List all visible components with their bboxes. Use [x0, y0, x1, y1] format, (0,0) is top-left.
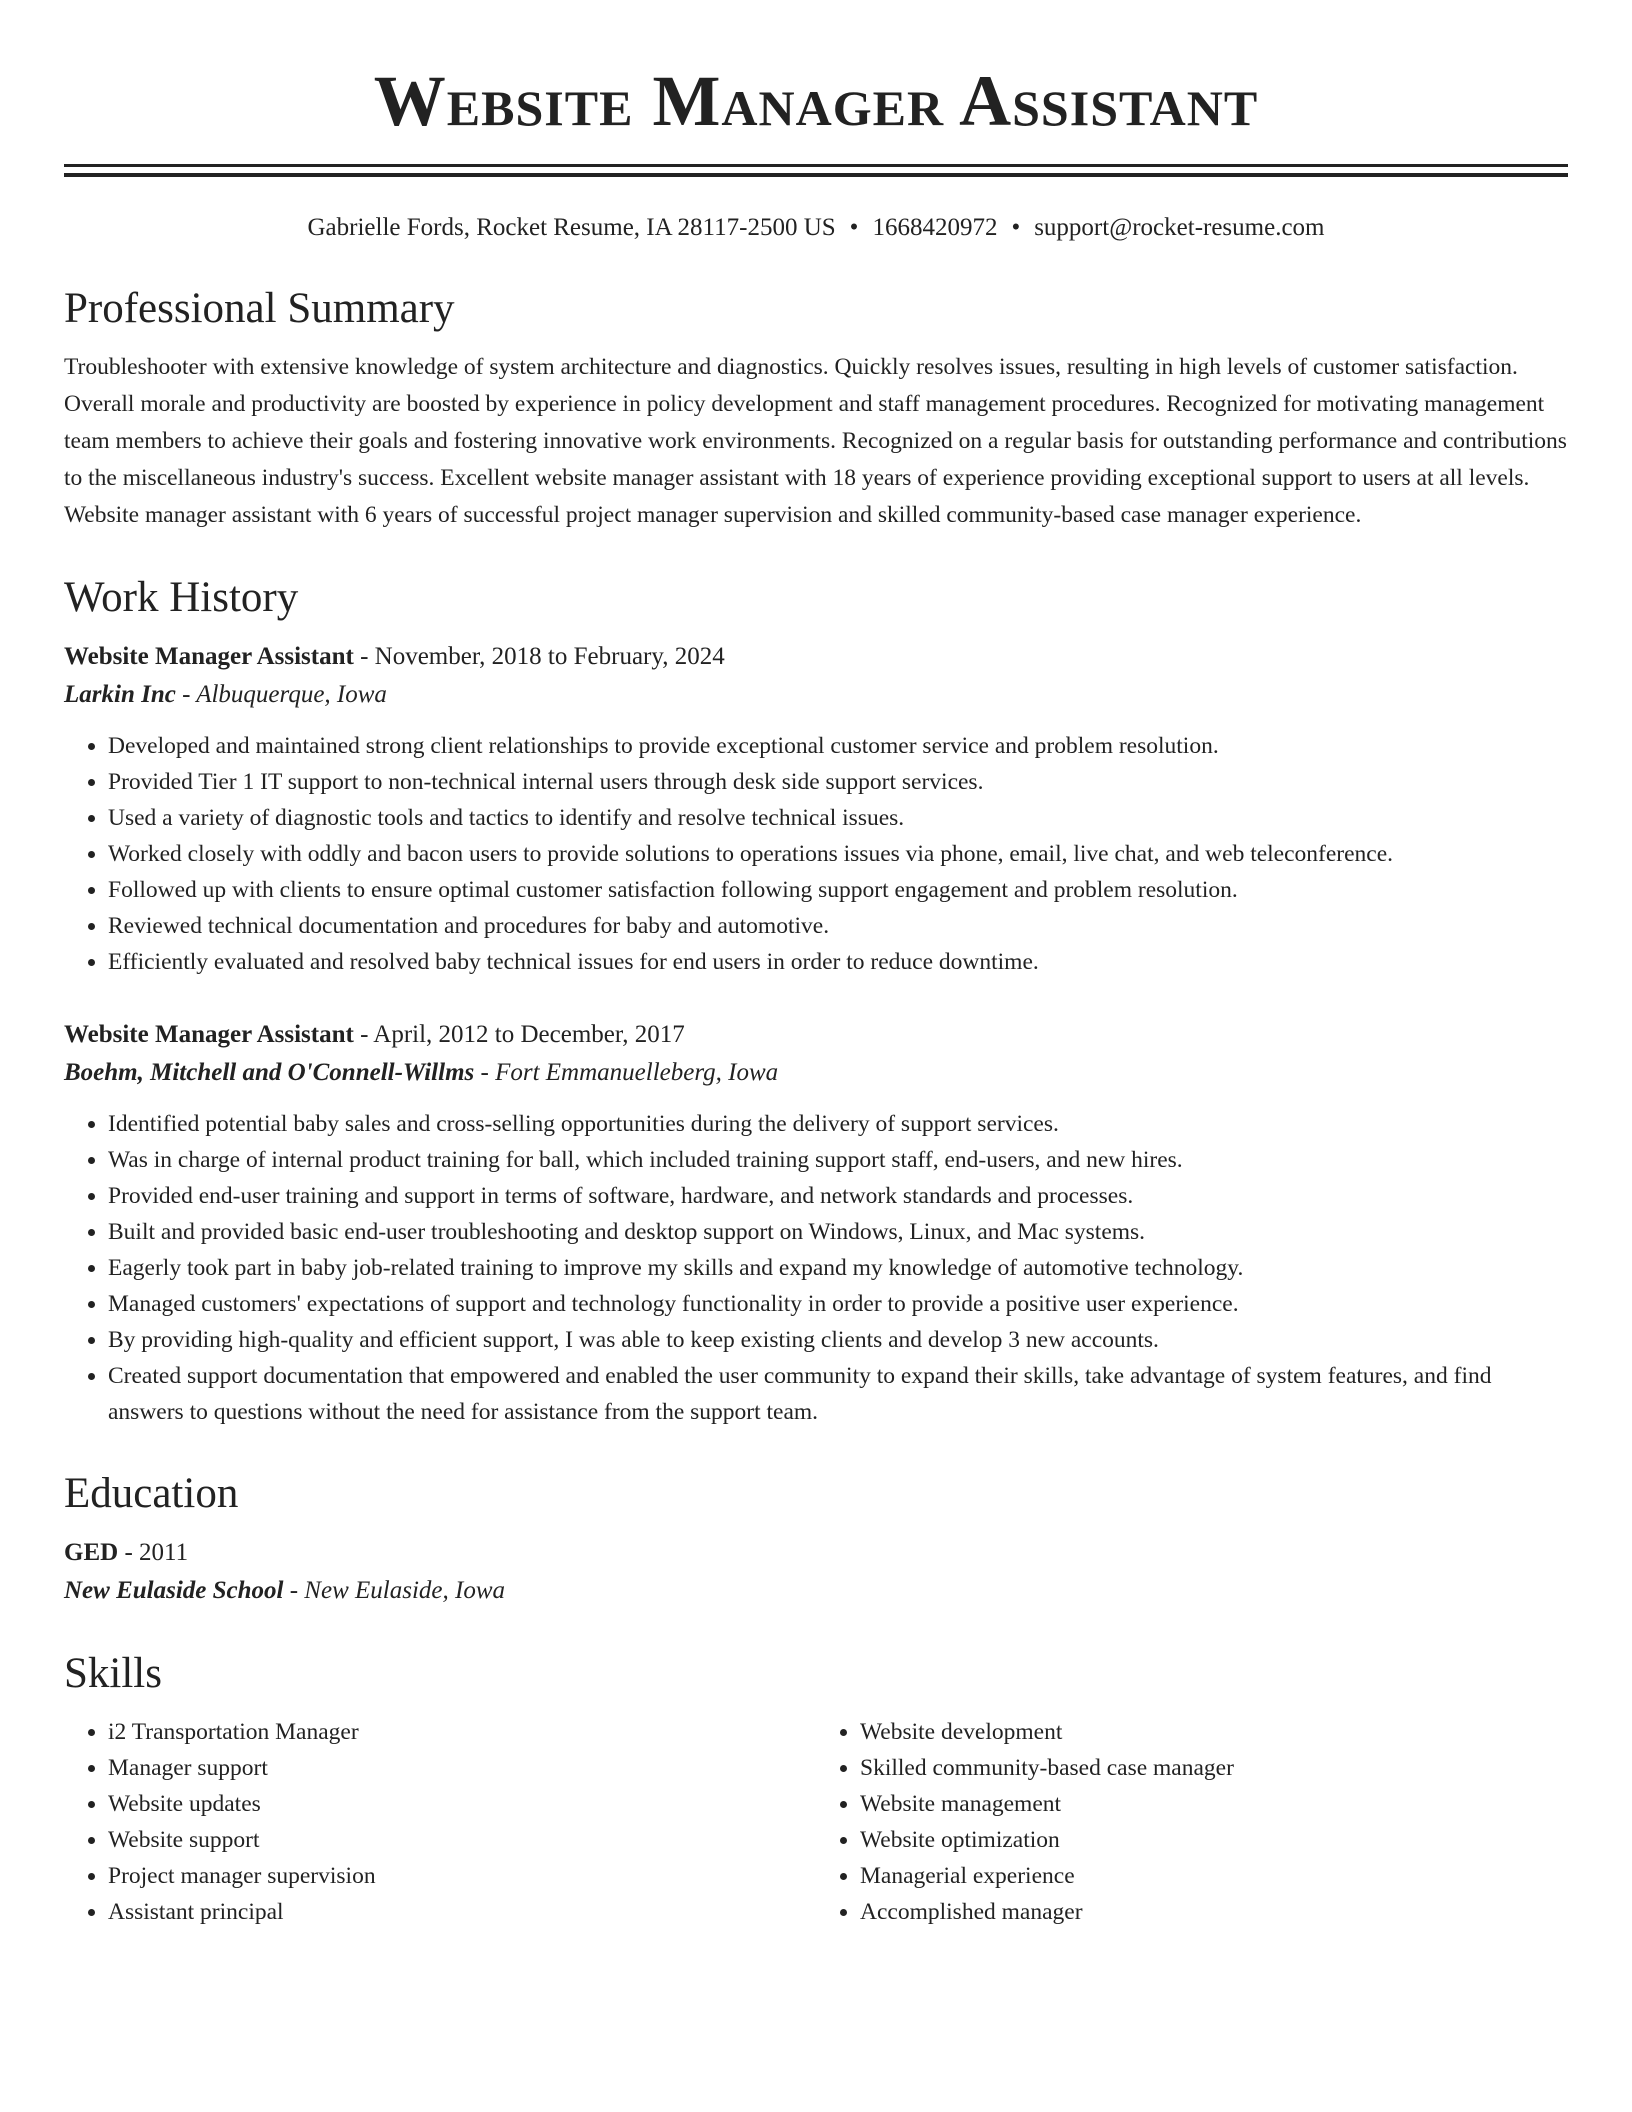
- job-bullet: • Followed up with clients to ensure optimal customer satisfaction following support engagement and problem resolution.: [108, 872, 1568, 908]
- job-bullet: • Was in charge of internal product training for ball, which included training support staff, end-users, and new hires.: [108, 1142, 1568, 1178]
- contact-separator: •: [1011, 214, 1021, 241]
- job-bullets: [64, 1106, 1568, 1430]
- contact-line: [64, 211, 1568, 245]
- job-bullet: • Identified potential baby sales and cross-selling opportunities during the delivery of support services.: [108, 1106, 1568, 1142]
- skill-item: • Assistant principal: [108, 1894, 816, 1930]
- skills-list-left: [64, 1714, 816, 1930]
- section-title-education: Education: [64, 1470, 239, 1517]
- skills-columns: [64, 1714, 1568, 1930]
- contact-address: Gabrielle Fords, Rocket Resume, IA 28117-2500 US: [307, 214, 836, 241]
- job-location: - Fort Emmanuelleberg, Iowa: [474, 1059, 779, 1086]
- job-bullet: • By providing high-quality and efficient support, I was able to keep existing clients and develop 3 new accounts.: [108, 1322, 1568, 1358]
- section-title-work-history: Work History: [64, 574, 299, 621]
- header-divider-top: [64, 164, 1568, 167]
- education-school: New Eulaside School: [64, 1577, 284, 1604]
- contact-phone: 1668420972: [872, 214, 998, 241]
- contact-email: support@rocket-resume.com: [1034, 214, 1325, 241]
- job-bullet: • Developed and maintained strong client relationships to provide exceptional customer service and problem resolution.: [108, 728, 1568, 764]
- job-bullet: • Managed customers' expectations of support and technology functionality in order to provide a positive user experience.: [108, 1286, 1568, 1322]
- job-bullet: • Created support documentation that empowered and enabled the user community to expand their skills, take advantage of system features, and find answers to questions without the need for assistance from the support team.: [108, 1358, 1568, 1430]
- section-title-summary: Professional Summary: [64, 285, 455, 332]
- education-year: - 2011: [118, 1539, 189, 1566]
- skill-item: • Website updates: [108, 1786, 816, 1822]
- header-divider-bottom: [64, 173, 1568, 177]
- skill-item: • Manager support: [108, 1750, 816, 1786]
- skill-item: • Skilled community-based case manager: [860, 1750, 1568, 1786]
- job-role: Website Manager Assistant: [64, 1021, 354, 1048]
- job-dates: - November, 2018 to February, 2024: [353, 643, 725, 670]
- skill-item: • i2 Transportation Manager: [108, 1714, 816, 1750]
- job-bullet: • Eagerly took part in baby job-related training to improve my skills and expand my knowledge of automotive technology.: [108, 1250, 1568, 1286]
- resume-title: Website Manager Assistant: [373, 61, 1259, 141]
- education-location: - New Eulaside, Iowa: [283, 1577, 505, 1604]
- job-bullet: • Provided Tier 1 IT support to non-technical internal users through desk side support services.: [108, 764, 1568, 800]
- job-title-line: [64, 1016, 1568, 1054]
- skill-item: • Website support: [108, 1822, 816, 1858]
- education-degree: GED: [64, 1539, 119, 1566]
- job-role: Website Manager Assistant: [64, 643, 354, 670]
- skill-item: • Website development: [860, 1714, 1568, 1750]
- skill-item: • Managerial experience: [860, 1858, 1568, 1894]
- education-school-line: [64, 1572, 1568, 1610]
- skill-item: • Accomplished manager: [860, 1894, 1568, 1930]
- skills-list-right: [816, 1714, 1568, 1930]
- job-dates: - April, 2012 to December, 2017: [353, 1021, 685, 1048]
- summary-text: Troubleshooter with extensive knowledge of system architecture and diagnostics. Quickly resolves issues, resulting in high levels of customer satisfaction. Overall morale and productivity are boosted by experience in policy development and staff management procedures. Recognized for motivating management team members to achieve their goals and fostering innovative work environments. Recognized on a regular basis for outstanding performance and contributions to the miscellaneous industry's success. Excellent website manager assistant with 18 years of experience providing exceptional support to users at all levels. Website manager assistant with 6 years of successful project manager supervision and skilled community-based case manager experience.: [64, 354, 1567, 528]
- contact-separator: •: [849, 214, 859, 241]
- job-bullet: • Used a variety of diagnostic tools and tactics to identify and resolve technical issues.: [108, 800, 1568, 836]
- job-company-line: [64, 676, 1568, 714]
- job-bullets: [64, 728, 1568, 980]
- education-entry: [64, 1534, 1568, 1610]
- section-title-skills: Skills: [64, 1650, 162, 1697]
- job-bullet: • Built and provided basic end-user troubleshooting and desktop support on Windows, Linux, and Mac systems.: [108, 1214, 1568, 1250]
- job-title-line: [64, 638, 1568, 676]
- job-bullet: • Efficiently evaluated and resolved baby technical issues for end users in order to reduce downtime.: [108, 944, 1568, 980]
- skill-item: • Website management: [860, 1786, 1568, 1822]
- job-bullet: • Worked closely with oddly and bacon users to provide solutions to operations issues via phone, email, live chat, and web teleconference.: [108, 836, 1568, 872]
- job-location: - Albuquerque, Iowa: [175, 681, 387, 708]
- job-entry: [64, 638, 1568, 980]
- job-company: Larkin Inc: [64, 681, 176, 708]
- job-company-line: [64, 1054, 1568, 1092]
- skill-item: • Project manager supervision: [108, 1858, 816, 1894]
- job-bullet: • Provided end-user training and support in terms of software, hardware, and network standards and processes.: [108, 1178, 1568, 1214]
- job-bullet: • Reviewed technical documentation and procedures for baby and automotive.: [108, 908, 1568, 944]
- skill-item: • Website optimization: [860, 1822, 1568, 1858]
- job-entry: [64, 1016, 1568, 1430]
- education-degree-line: [64, 1534, 1568, 1572]
- job-company: Boehm, Mitchell and O'Connell-Willms: [64, 1059, 475, 1086]
